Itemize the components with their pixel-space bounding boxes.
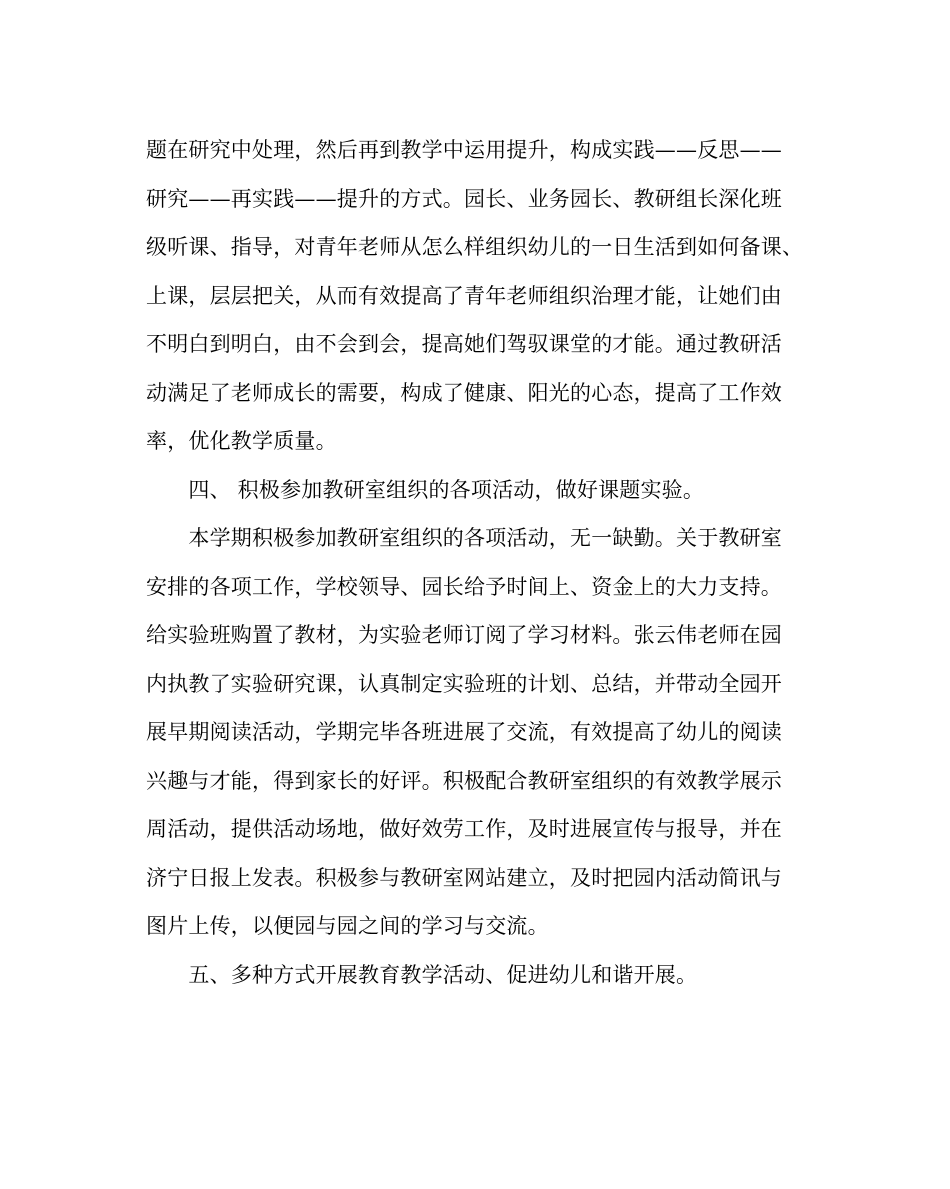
text-line: 周活动，提供活动场地，做好效劳工作，及时进展宣传与报导，并在	[146, 817, 782, 841]
text-line: 题在研究中处理，然后再到教学中运用提升，构成实践——反思——	[146, 138, 782, 162]
section-heading-five: 五、多种方式开展教育教学活动、促进幼儿和谐开展。	[146, 962, 698, 987]
text-line: 展早期阅读活动，学期完毕各班进展了交流，有效提高了幼儿的阅读	[146, 720, 782, 744]
text-line: 不明白到明白，由不会到会，提高她们驾驭课堂的才能。通过教研活	[146, 332, 782, 356]
text-line: 给实验班购置了教材，为实验老师订阅了学习材料。张云伟老师在园	[146, 623, 782, 647]
text-line: 济宁日报上发表。积极参与教研室网站建立，及时把园内活动简讯与	[146, 865, 782, 890]
text-line: 研究——再实践——提升的方式。园长、业务园长、教研组长深化班	[146, 186, 782, 211]
text-line: 图片上传，以便园与园之间的学习与交流。	[146, 914, 549, 938]
text-line: 安排的各项工作，学校领导、园长给予时间上、资金上的大力支持。	[146, 574, 782, 599]
section-heading-four: 四、 积极参加教研室组织的各项活动，做好课题实验。	[146, 477, 705, 502]
text-line: 率，优化教学质量。	[146, 429, 337, 453]
document-body	[146, 126, 826, 999]
text-line: 级听课、指导，对青年老师从怎么样组织幼儿的一日生活到如何备课、	[146, 235, 804, 259]
text-line: 内执教了实验研究课，认真制定实验班的计划、总结，并带动全园开	[146, 671, 782, 696]
text-line: 动满足了老师成长的需要，构成了健康、阳光的心态，提高了工作效	[146, 380, 782, 405]
text-line: 上课，层层把关，从而有效提高了青年老师组织治理才能，让她们由	[146, 283, 782, 308]
text-line: 本学期积极参加教研室组织的各项活动，无一缺勤。关于教研室	[146, 526, 782, 550]
text-line: 兴趣与才能，得到家长的好评。积极配合教研室组织的有效教学展示	[146, 768, 782, 793]
